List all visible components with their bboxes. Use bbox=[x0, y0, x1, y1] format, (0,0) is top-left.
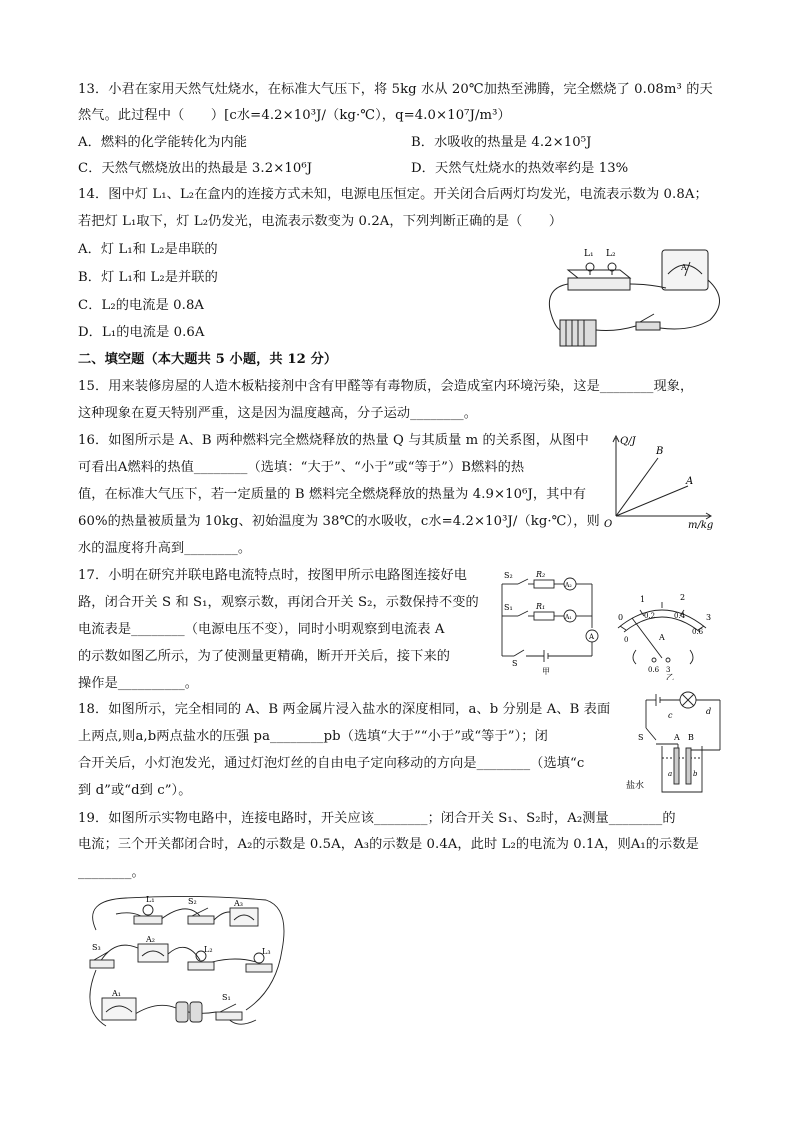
q17-line2: 路，闭合开关 S 和 S₁，观察示数，再闭合开关 S₂，示数保持不变的 bbox=[78, 595, 479, 610]
q19-line2: 电流；三个开关都闭合时，A₂的示数是 0.5A，A₃的示数是 0.4A，此时 L₂的电流为 0.1A，则A₁的示数是 bbox=[78, 837, 699, 852]
q17-line3: 电流表是________（电源电压不变），同时小明观察到电流表 A bbox=[78, 622, 445, 637]
q16-origin: O bbox=[604, 519, 613, 530]
q17-fig-s: S bbox=[512, 659, 518, 668]
q17-meter-top-0: 0 bbox=[618, 613, 624, 622]
q18-fig-b: B bbox=[688, 733, 694, 742]
q17-meter-needle bbox=[632, 618, 662, 658]
q19-line1: 19．如图所示实物电路中，连接电路时，开关应该________；闭合开关 S₁、S₂时，A₂测量________的 bbox=[78, 811, 676, 826]
q16-line3: 值，在标准大气压下，若一定质量的 B 燃料完全燃烧释放的热量为 4.9×10⁶J，其中有 bbox=[78, 487, 587, 502]
q15-line1: 15．用来装修房屋的人造木板粘接剂中含有甲醛等有毒物质，会造成室内环境污染，这是________现象， bbox=[78, 379, 694, 394]
q17-fig-a2: A₂ bbox=[565, 582, 572, 589]
q16-label-b: B bbox=[656, 446, 664, 457]
q13-option-b: B．水吸收的热量是 4.2×10⁵J bbox=[411, 135, 592, 150]
q19-fig-l3: L₃ bbox=[262, 947, 271, 956]
q16-line2: 可看出A燃料的热值________（选填：“大于”、“小于”或“等于”）B燃料的热 bbox=[78, 460, 525, 475]
q18-fig-point-b: b bbox=[693, 770, 698, 778]
q17-line4: 的示数如图乙所示，为了使测量更精确，断开开关后，接下来的 bbox=[78, 649, 451, 664]
q17-fig-caption-jia: 甲 bbox=[542, 667, 550, 676]
q17-meter-top-1: 1 bbox=[640, 595, 646, 604]
q17-meter-bottom-0.2: 0.2 bbox=[644, 612, 656, 620]
q17-line5: 操作是__________。 bbox=[78, 676, 199, 691]
q18-fig-a: A bbox=[674, 733, 680, 742]
q17-meter-terminal-3: 3 bbox=[666, 666, 671, 674]
q17-line1: 17．小明在研究并联电路电流特点时，按图甲所示电路图连接好电 bbox=[78, 568, 468, 583]
q17-meter-unit: A bbox=[659, 633, 665, 642]
q19-fig-s1: S₁ bbox=[222, 993, 231, 1002]
q18-fig-s: S bbox=[638, 733, 644, 742]
q14-fig-label-l2: L₂ bbox=[606, 249, 616, 259]
q17-fig-a1: A₁ bbox=[565, 614, 572, 621]
q19-fig-l1: L₁ bbox=[146, 895, 155, 904]
q14-option-d: D．L₁的电流是 0.6A bbox=[78, 325, 205, 340]
section-heading-fill-blank: 二、填空题（本大题共 5 小题，共 12 分） bbox=[78, 352, 338, 367]
q18-fig-point-a: a bbox=[668, 770, 673, 778]
q19-fig-a3: A₃ bbox=[234, 899, 243, 908]
q17-ammeter-yi bbox=[606, 588, 718, 680]
q17-fig-s1: S₁ bbox=[504, 603, 513, 612]
q17-fig-r2: R₂ bbox=[536, 570, 546, 579]
q14-circuit-figure bbox=[540, 240, 730, 352]
q18-fig-d: d bbox=[706, 707, 712, 716]
q13-option-c: C．天然气燃烧放出的热最是 3.2×10⁶J bbox=[78, 161, 313, 176]
q14-option-b: B．灯 L₁和 L₂是并联的 bbox=[78, 270, 218, 285]
q19-physical-circuit bbox=[76, 890, 296, 1040]
q17-circuit-jia bbox=[492, 566, 602, 676]
q19-fig-l2: L₂ bbox=[204, 945, 213, 954]
q16-xlabel: m/kg bbox=[688, 520, 714, 530]
q16-line1: 16．如图所示是 A、B 两种燃料完全燃烧释放的热量 Q 与其质量 m 的关系图，从图中 bbox=[78, 433, 589, 448]
q19-fig-a2: A₂ bbox=[146, 935, 155, 944]
q16-line5: 水的温度将升高到________。 bbox=[78, 541, 252, 556]
q14-stem-line2: 若把灯 L₁取下，灯 L₂仍发光，电流表示数变为 0.2A，下列判断正确的是（ ） bbox=[78, 214, 563, 229]
q18-fig-saltwater-label: 盐水 bbox=[626, 781, 645, 791]
q14-option-a: A．灯 L₁和 L₂是串联的 bbox=[78, 242, 218, 257]
q18-line1: 18．如图所示，完全相同的 A、B 两金属片浸入盐水的深度相同，a、b 分别是 A、B 表面 bbox=[78, 702, 611, 717]
q19-fig-s2: S₂ bbox=[188, 897, 197, 906]
q19-fig-s3: S₃ bbox=[92, 943, 101, 952]
q13-stem-line1: 13．小君在家用天然气灶烧水，在标准大气压下，将 5kg 水从 20℃加热至沸腾，完全燃烧了 0.08m³ 的天 bbox=[78, 82, 713, 97]
q17-meter-bottom-0.6: 0.6 bbox=[692, 628, 704, 636]
q17-meter-bottom-0: 0 bbox=[624, 636, 629, 644]
q14-fig-label-l1: L₁ bbox=[584, 249, 594, 259]
q17-meter-top-3: 3 bbox=[706, 613, 712, 622]
q19-fig-a1: A₁ bbox=[112, 989, 121, 998]
q16-q-m-graph bbox=[598, 430, 718, 530]
q17-fig-s2: S₂ bbox=[504, 571, 513, 580]
q15-line2: 这种现象在夏天特别严重，这是因为温度越高，分子运动________。 bbox=[78, 406, 478, 421]
q17-meter-terminal-0.6: 0.6 bbox=[648, 666, 660, 674]
q16-ylabel: Q/J bbox=[620, 436, 636, 447]
q13-option-d: D．天然气灶烧水的热效率约是 13% bbox=[411, 161, 629, 176]
q16-line4: 60%的热量被质量为 10kg、初始温度为 38℃的水吸收，c水=4.2×10³J/（kg·℃），则 bbox=[78, 514, 600, 529]
q14-stem-line1: 14．图中灯 L₁、L₂在盒内的连接方式未知，电源电压恒定。开关闭合后两灯均发光，电流表示数为 0.8A； bbox=[78, 187, 708, 202]
q14-fig-label-ammeter: A bbox=[681, 263, 687, 272]
q16-label-a: A bbox=[686, 476, 694, 487]
q13-option-a: A．燃料的化学能转化为内能 bbox=[78, 135, 248, 150]
q18-fig-c: c bbox=[668, 711, 673, 720]
q17-fig-caption-yi: 乙 bbox=[666, 673, 674, 680]
q17-fig-a: A bbox=[589, 633, 595, 641]
q18-saltwater-figure bbox=[622, 688, 726, 798]
q13-stem-line2: 然气。此过程中（ ）[c水=4.2×10³J/（kg·℃），q=4.0×10⁷J/m³） bbox=[78, 108, 511, 123]
q17-fig-r1: R₁ bbox=[536, 602, 546, 611]
q18-line3: 合开关后，小灯泡发光，通过灯泡灯丝的自由电子定向移动的方向是________（选填“c bbox=[78, 756, 585, 771]
q19-line3: ________。 bbox=[78, 865, 145, 880]
q17-meter-bottom-0.4: 0.4 bbox=[674, 612, 686, 620]
q17-meter-top-2: 2 bbox=[680, 593, 686, 602]
q18-line4: 到 d”或“d到 c”）。 bbox=[78, 783, 192, 798]
q14-option-c: C．L₂的电流是 0.8A bbox=[78, 298, 205, 313]
q18-line2: 上两点,则a,b两点盐水的压强 pa________pb（选填“大于”“小于”或“等于”）；闭 bbox=[78, 729, 548, 744]
